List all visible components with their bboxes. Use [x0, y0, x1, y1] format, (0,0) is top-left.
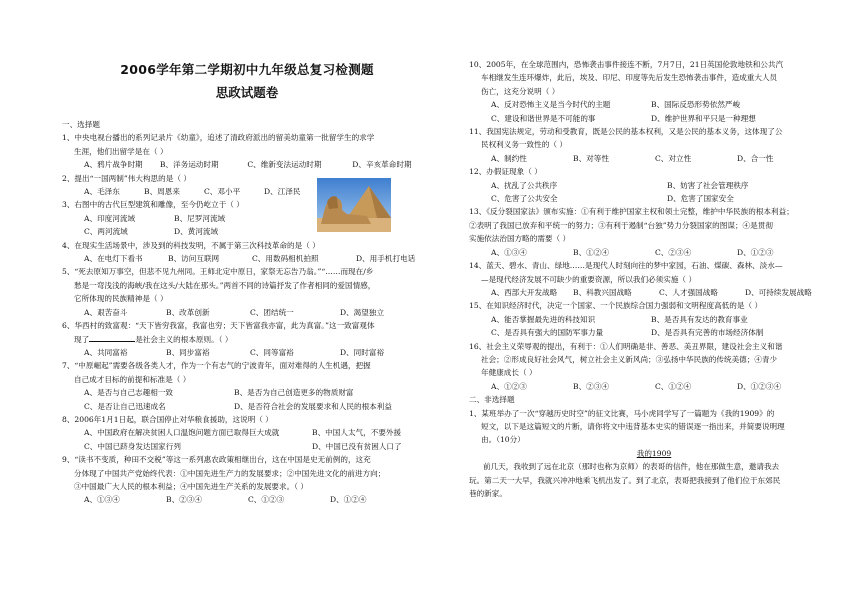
option[interactable]: D、是否符合社会的发展要求和人民的根本利益: [234, 401, 392, 411]
question-2: 2、提出“一国两制”伟大构思的是（ ）: [62, 173, 191, 183]
option[interactable]: A、反对恐怖主义是当今时代的主题: [491, 100, 611, 110]
option[interactable]: B、访问互联网: [168, 254, 220, 264]
essay-line: 玩。第二天一大早，我就兴冲冲地乘飞机出发了。到了北京，表哥把我接到了他们位于东郊民: [469, 475, 781, 485]
question-9-cont: 分体现了中国共产党始终代表：①中国先进生产力的发展要求；②中国先进文化的前进方向；: [74, 468, 386, 478]
option[interactable]: D、辛亥革命时期: [352, 160, 412, 170]
option[interactable]: D、可持续发展战略: [745, 287, 812, 297]
question-11-options: [469, 152, 839, 165]
question-15: 15、在知识经济时代，决定一个国家、一个民族综合国力强弱和文明程度高低的是（ ）: [469, 301, 763, 311]
option[interactable]: D、①②③: [737, 247, 774, 257]
question-13-cont2: 实施依法治国方略的需要（ ）: [469, 234, 571, 244]
option[interactable]: B、①②④: [573, 247, 609, 257]
option[interactable]: D、①②③④: [737, 381, 782, 391]
option[interactable]: C、维新变法运动时期: [247, 160, 322, 170]
question-13: 13、《反分裂国家法》颁布实施：①有利于维护国家主权和领土完整，维护中华民族的根本利益；: [469, 207, 794, 217]
question-12-options-row2: [469, 192, 839, 205]
question-13-options: [469, 246, 839, 259]
option[interactable]: C、团结统一: [250, 307, 294, 317]
option[interactable]: B、②③④: [166, 495, 202, 505]
option[interactable]: A、是否与自己志趣相一致: [84, 388, 174, 398]
option[interactable]: D、合一性: [737, 153, 774, 163]
option[interactable]: C、①②④: [655, 381, 692, 391]
option[interactable]: C、②③④: [655, 247, 692, 257]
question-9: 9、“读书不变质，种田不交税”等这一系列惠农政策相继出台，这在中国是史无前例的，这充: [62, 455, 371, 465]
page-title: 2006学年第二学期初中九年级总复习检测题: [120, 62, 374, 77]
option[interactable]: C、对立性: [655, 153, 692, 163]
option[interactable]: C、是否具有强大的国防军事力量: [491, 328, 604, 338]
option[interactable]: B、妨害了社会管理秩序: [667, 180, 749, 190]
option[interactable]: D、用手机打电话: [356, 254, 416, 264]
question-8-options-row2: [62, 440, 432, 453]
question-11: 11、我国宪法规定，劳动和受教育，既是公民的基本权利，又是公民的基本义务，这体现了公: [469, 127, 783, 137]
question-14-cont: —是现代经济发展不可缺少的重要资源，所以我们必须实施（ ）: [481, 274, 697, 284]
option[interactable]: A、①③④: [491, 247, 527, 257]
essay-title: 我的1909: [636, 448, 672, 458]
question-5-cont: 愁是一弯浅浅的海峡/我在这头/大陆在那头。”两首不同的诗篇抒发了作者相同的爱国情感，: [74, 280, 376, 290]
question-17-cont: 短文，以下是这篇短文的片断，请你将文中违背基本史实的错误逐一指出来，并简要说明理: [481, 421, 785, 431]
question-6-options: [62, 346, 432, 359]
option[interactable]: A、印度河流域: [84, 213, 136, 223]
question-13-cont: ②表明了我国已放弃和平统一的努力；③有利于遏制“台独”势力分裂国家的图谋；④是贯彻: [469, 220, 773, 230]
option[interactable]: C、①②③: [248, 495, 285, 505]
option[interactable]: D、是否具有完善的市场经济体制: [651, 328, 764, 338]
question-7-options-row2: [62, 400, 432, 413]
option[interactable]: D、中国已没有贫困人口了: [312, 441, 402, 451]
question-1-cont: 生涯，他们出留学是在（ ）: [74, 146, 168, 156]
question-15-options-row1: [469, 313, 839, 326]
option[interactable]: B、尼罗河流域: [174, 213, 226, 223]
option[interactable]: D、危害了国家安全: [667, 194, 734, 204]
essay-line: 巷的新家。: [469, 489, 507, 498]
question-6-cont: [62, 333, 432, 346]
question-4-options: [62, 252, 432, 265]
question-7-options-row1: [62, 386, 432, 399]
option[interactable]: B、是否具有发达的教育事业: [651, 314, 748, 324]
option[interactable]: C、是否让自己迅速成名: [84, 401, 166, 411]
option[interactable]: A、西部大开发战略: [491, 287, 558, 297]
question-11-cont: 民权利义务一致性的（ ）: [481, 140, 567, 150]
question-6-suffix: 是社会主义的根本原则。（ ）: [135, 334, 233, 344]
option[interactable]: A、艰苦奋斗: [84, 307, 128, 317]
option[interactable]: C、危害了公共安全: [491, 194, 558, 204]
option[interactable]: B、中国人太气，不要外援: [312, 428, 402, 438]
option[interactable]: C、同等富裕: [250, 347, 294, 357]
question-6-prefix: 现了: [74, 334, 90, 344]
option[interactable]: A、制约性: [491, 153, 527, 163]
option[interactable]: D、①②④: [330, 495, 367, 505]
question-6: 6、华西村的致富观：“天下皆穷我富，我富也穷；天下皆富我亦富，此为真富。”这一致富观体: [62, 321, 375, 331]
question-10-options-row2: [469, 112, 839, 125]
option[interactable]: A、扰乱了公共秩序: [491, 180, 558, 190]
question-14-options: [469, 286, 839, 299]
question-3-options-row2: [62, 225, 432, 238]
option[interactable]: B、②③④: [573, 381, 609, 391]
option[interactable]: B、科教兴国战略: [573, 287, 632, 297]
question-10-options-row1: [469, 98, 839, 111]
question-10-cont: 车相继发生连环爆炸，此后，埃及、印尼、印度等先后发生恐怖袭击事件，造成重大人员: [481, 73, 778, 83]
fill-blank[interactable]: [89, 333, 135, 342]
option[interactable]: A、毛泽东: [84, 187, 120, 197]
option[interactable]: C、邓小平: [204, 187, 241, 197]
page-subtitle: 思政试题卷: [215, 85, 279, 100]
question-5-cont2: 它所体现的民族精神是（ ）: [74, 294, 168, 304]
question-8: 8、2006年1月1日起，联合国停止对华粮食援助，这说明（ ）: [62, 414, 273, 424]
option[interactable]: D、维护世界和平只是一种理想: [651, 113, 756, 123]
option[interactable]: D、黄河流域: [174, 227, 219, 237]
option[interactable]: B、同步富裕: [166, 347, 210, 357]
option[interactable]: B、周恩来: [144, 187, 180, 197]
option[interactable]: C、人才强国战略: [659, 287, 718, 297]
option[interactable]: D、江泽民: [264, 187, 301, 197]
left-column: [62, 118, 432, 507]
section-heading: 一、选择题: [62, 120, 100, 129]
question-12-options-row1: [469, 179, 839, 192]
option[interactable]: B、改革创新: [166, 307, 210, 317]
option[interactable]: B、国际反恐形势依然严峻: [651, 100, 741, 110]
question-17-cont2: 由。（10分）: [481, 435, 525, 445]
question-3: 3、右图中的古代巨型建筑和雕像，至今仍屹立于（ ）: [62, 200, 244, 210]
question-16-cont: 社会；②形成良好社会风气，树立社会主义新风尚；③弘扬中华民族的传统美德；④青少: [481, 354, 778, 364]
question-7: 7、“中原崛起”需要各级各类人才，作为一个有志气的宁波青年，面对难得的人生机遇，把握: [62, 361, 371, 371]
question-9-cont2: ③中国最广大人民的根本利益；④中国先进生产关系的发展要求。（ ）: [74, 481, 309, 491]
question-14: 14、蓝天、碧水、青山、绿地……是现代人时刻向往的梦中家园，石油、煤碳、森林、淡水—: [469, 261, 783, 271]
option[interactable]: C、用数码相机拍照: [252, 254, 319, 264]
question-10: 10、2005年，在全球范围内，恐怖袭击事件接连不断，7月7日，21日英国伦敦地铁和公共汽: [469, 60, 784, 69]
section-heading-2: 二、非选择题: [469, 395, 515, 405]
question-16-options: [469, 380, 839, 393]
question-15-options-row2: [469, 326, 839, 339]
question-10-cont2: 伤亡，这充分说明（ ）: [481, 86, 560, 96]
option[interactable]: A、①③④: [84, 495, 120, 505]
option[interactable]: B、是否为自己创造更多的物质财富: [234, 388, 354, 398]
option[interactable]: A、中国政府在解决贫困人口温饱问题方面已取得巨大成就: [84, 428, 280, 438]
question-16: 16、社会主义荣辱观的提出，有利于：①人们明确是非、善恶、美丑界限，建设社会主义和谐: [469, 341, 783, 351]
option[interactable]: A、①②③: [491, 381, 527, 391]
question-5: 5、“死去原知万事空，但悲不见九州同。王师北定中原日，家祭无忘告乃翁。”“……而现在/乡: [62, 267, 374, 277]
option[interactable]: C、中国已跻身发达国家行列: [84, 441, 181, 451]
option[interactable]: D、渴望独立: [340, 307, 385, 317]
question-2-options: [62, 185, 432, 198]
option[interactable]: A、共同富裕: [84, 347, 128, 357]
question-17: 1、某班举办了一次“穿越历史时空”的征文比赛，马小虎同学写了一篇题为《我的1909》的: [469, 408, 775, 418]
question-8-options-row1: [62, 426, 432, 439]
option[interactable]: C、建设和谐世界是不可能的事: [491, 113, 596, 123]
question-7-cont: 自己成才目标的前提和标准是（ ）: [74, 374, 191, 384]
option[interactable]: B、洋务运动时期: [159, 160, 219, 170]
option[interactable]: D、同时富裕: [340, 347, 385, 357]
question-4: 4、在现实生活场景中，涉及到的科技发明，不属于第三次科技革命的是（ ）: [62, 240, 320, 250]
option[interactable]: A、鸦片战争时期: [84, 160, 143, 170]
question-1: 1、中央电视台播出的系列记录片《幼童》，追述了清政府派出的留美幼童第一批留学生的求学: [62, 133, 375, 143]
option[interactable]: B、对等性: [573, 153, 609, 163]
option[interactable]: A、能否掌握最先进的科技知识: [491, 314, 596, 324]
question-1-options: [62, 158, 432, 171]
question-3-options-row1: [62, 212, 432, 225]
essay-line: 前几天，我收到了远在北京（那时也称为京师）的表哥的信件，他在那做生意，邀请我去: [483, 462, 780, 472]
question-5-options: [62, 306, 432, 319]
right-column: [469, 58, 839, 500]
question-16-cont2: 年健康成长（ ）: [481, 368, 537, 378]
option[interactable]: A、在电灯下看书: [84, 254, 143, 264]
question-12: 12、办假证现象（ ）: [469, 167, 542, 177]
option[interactable]: C、两河流域: [84, 227, 128, 237]
question-9-options: [62, 493, 432, 506]
